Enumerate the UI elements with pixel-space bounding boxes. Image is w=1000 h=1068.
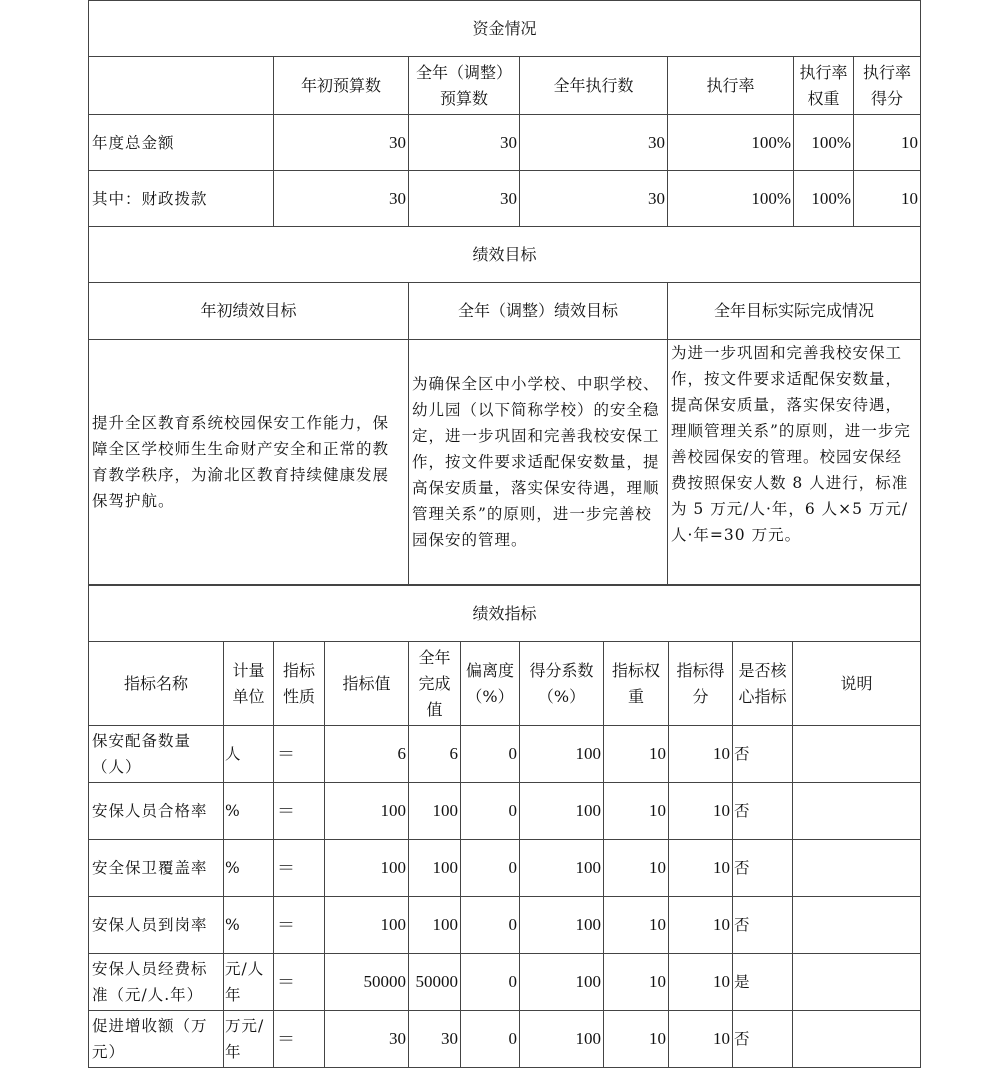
funding-header-rate-score: 执行率得分	[854, 57, 921, 115]
ind-core: 否	[733, 897, 793, 954]
ind-coef: 100	[520, 840, 604, 897]
ind-header-unit: 计量单位	[224, 642, 274, 726]
ind-deviation: 0	[461, 954, 520, 1011]
funding-header-initial-budget: 年初预算数	[274, 57, 409, 115]
ind-unit: 万元/年	[224, 1011, 274, 1068]
funding-row-label: 其中：财政拨款	[89, 171, 274, 227]
ind-actual: 50000	[409, 954, 461, 1011]
funding-initial-budget: 30	[274, 171, 409, 227]
goals-adjusted-text: 为确保全区中小学校、中职学校、幼儿园（以下简称学校）的安全稳定，进一步巩固和完善我校安保工作，按文件要求适配保安数量，提高保安质量，落实保安待遇，理顺管理关系”的原则，进一步完善校园保安的管理。	[409, 340, 668, 585]
ind-target: 100	[325, 840, 409, 897]
ind-weight: 10	[604, 1011, 669, 1068]
ind-actual: 6	[409, 726, 461, 783]
ind-score: 10	[669, 726, 733, 783]
goals-actual-text: 为进一步巩固和完善我校安保工作，按文件要求适配保安数量，提高保安质量，落实保安待遇，理顺管理关系”的原则，进一步完善校园保安的管理。校园安保经费按照保安人数 8 人进行，标准为 5 万元/人·年，6 人×5 万元/人·年=30 万元。	[668, 340, 921, 585]
funding-exec-rate: 100%	[668, 171, 794, 227]
indicator-row	[89, 897, 921, 954]
ind-deviation: 0	[461, 897, 520, 954]
ind-actual: 30	[409, 1011, 461, 1068]
ind-header-nature: 指标性质	[274, 642, 325, 726]
indicator-row	[89, 1011, 921, 1068]
funding-header-exec-rate: 执行率	[668, 57, 794, 115]
ind-core: 否	[733, 783, 793, 840]
ind-unit: %	[224, 840, 274, 897]
funding-rate-score: 10	[854, 115, 921, 171]
ind-weight: 10	[604, 726, 669, 783]
goals-header-actual: 全年目标实际完成情况	[668, 283, 921, 340]
ind-target: 100	[325, 897, 409, 954]
ind-target: 6	[325, 726, 409, 783]
ind-note	[793, 726, 921, 783]
indicator-row	[89, 726, 921, 783]
ind-header-name: 指标名称	[89, 642, 224, 726]
ind-note	[793, 1011, 921, 1068]
funding-title: 资金情况	[89, 1, 921, 57]
ind-deviation: 0	[461, 783, 520, 840]
funding-initial-budget: 30	[274, 115, 409, 171]
ind-coef: 100	[520, 726, 604, 783]
ind-target: 50000	[325, 954, 409, 1011]
funding-header-rate-weight: 执行率权重	[794, 57, 854, 115]
funding-executed: 30	[520, 115, 668, 171]
indicator-row	[89, 783, 921, 840]
ind-nature: ＝	[274, 897, 325, 954]
funding-rate-weight: 100%	[794, 115, 854, 171]
ind-target: 30	[325, 1011, 409, 1068]
ind-header-deviation: 偏离度（%）	[461, 642, 520, 726]
goals-header-adjusted: 全年（调整）绩效目标	[409, 283, 668, 340]
ind-unit: %	[224, 897, 274, 954]
ind-nature: ＝	[274, 840, 325, 897]
funding-row	[89, 171, 921, 227]
ind-score: 10	[669, 840, 733, 897]
ind-weight: 10	[604, 897, 669, 954]
ind-note	[793, 897, 921, 954]
ind-header-coef: 得分系数（%）	[520, 642, 604, 726]
ind-nature: ＝	[274, 954, 325, 1011]
ind-nature: ＝	[274, 783, 325, 840]
ind-nature: ＝	[274, 1011, 325, 1068]
ind-score: 10	[669, 897, 733, 954]
funding-table	[88, 0, 921, 227]
ind-header-target: 指标值	[325, 642, 409, 726]
goals-table	[88, 226, 921, 585]
funding-header-blank	[89, 57, 274, 115]
ind-core: 否	[733, 840, 793, 897]
ind-deviation: 0	[461, 726, 520, 783]
ind-unit: %	[224, 783, 274, 840]
indicators-table	[88, 585, 921, 1068]
ind-coef: 100	[520, 897, 604, 954]
ind-name: 促进增收额（万元）	[89, 1011, 224, 1068]
ind-deviation: 0	[461, 840, 520, 897]
funding-rate-score: 10	[854, 171, 921, 227]
funding-row-label: 年度总金额	[89, 115, 274, 171]
ind-coef: 100	[520, 1011, 604, 1068]
ind-unit: 人	[224, 726, 274, 783]
funding-executed: 30	[520, 171, 668, 227]
ind-name: 安全保卫覆盖率	[89, 840, 224, 897]
ind-weight: 10	[604, 840, 669, 897]
ind-note	[793, 840, 921, 897]
ind-header-weight: 指标权重	[604, 642, 669, 726]
funding-rate-weight: 100%	[794, 171, 854, 227]
ind-note	[793, 783, 921, 840]
ind-coef: 100	[520, 954, 604, 1011]
ind-core: 是	[733, 954, 793, 1011]
ind-note	[793, 954, 921, 1011]
ind-name: 安保人员合格率	[89, 783, 224, 840]
ind-name: 保安配备数量（人）	[89, 726, 224, 783]
funding-adjusted-budget: 30	[409, 171, 520, 227]
ind-header-core: 是否核心指标	[733, 642, 793, 726]
ind-header-actual: 全年完成值	[409, 642, 461, 726]
ind-unit: 元/人年	[224, 954, 274, 1011]
ind-target: 100	[325, 783, 409, 840]
ind-actual: 100	[409, 897, 461, 954]
funding-row	[89, 115, 921, 171]
ind-header-score: 指标得分	[669, 642, 733, 726]
ind-weight: 10	[604, 954, 669, 1011]
ind-score: 10	[669, 1011, 733, 1068]
goals-header-initial: 年初绩效目标	[89, 283, 409, 340]
ind-weight: 10	[604, 783, 669, 840]
goals-title: 绩效目标	[89, 227, 921, 283]
ind-core: 否	[733, 726, 793, 783]
ind-name: 安保人员经费标准（元/人.年）	[89, 954, 224, 1011]
funding-adjusted-budget: 30	[409, 115, 520, 171]
funding-exec-rate: 100%	[668, 115, 794, 171]
ind-coef: 100	[520, 783, 604, 840]
ind-actual: 100	[409, 783, 461, 840]
ind-score: 10	[669, 954, 733, 1011]
funding-header-executed: 全年执行数	[520, 57, 668, 115]
indicator-row	[89, 954, 921, 1011]
ind-core: 否	[733, 1011, 793, 1068]
funding-header-adjusted-budget: 全年（调整）预算数	[409, 57, 520, 115]
ind-deviation: 0	[461, 1011, 520, 1068]
indicator-row	[89, 840, 921, 897]
ind-name: 安保人员到岗率	[89, 897, 224, 954]
ind-score: 10	[669, 783, 733, 840]
indicators-title: 绩效指标	[89, 586, 921, 642]
goals-initial-text: 提升全区教育系统校园保安工作能力，保障全区学校师生生命财产安全和正常的教育教学秩序，为渝北区教育持续健康发展保驾护航。	[89, 340, 409, 585]
ind-nature: ＝	[274, 726, 325, 783]
ind-header-note: 说明	[793, 642, 921, 726]
ind-actual: 100	[409, 840, 461, 897]
